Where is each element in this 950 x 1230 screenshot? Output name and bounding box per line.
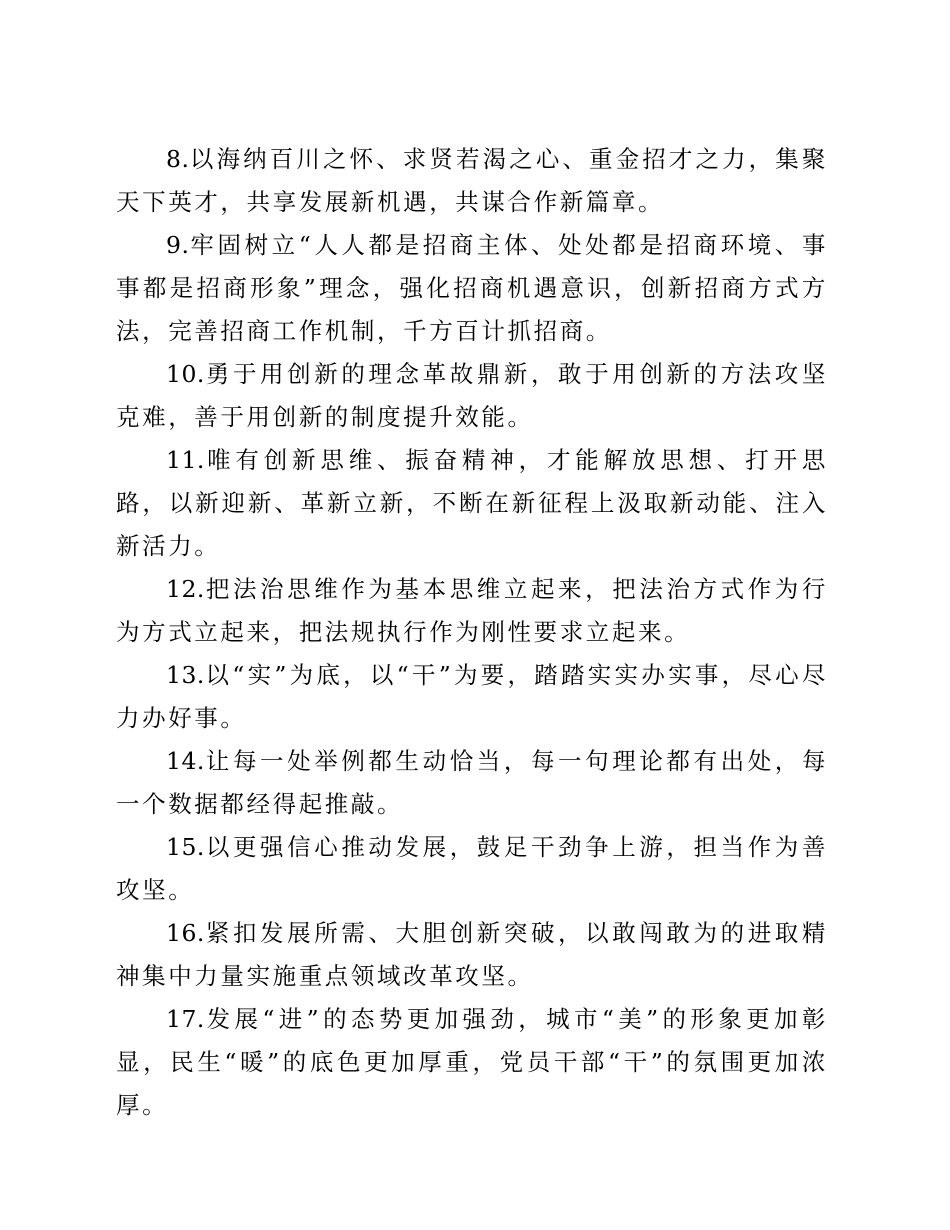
paragraph-13 [116, 654, 828, 740]
paragraph-10 [116, 353, 828, 439]
paragraph-text: 唯有创新思维、振奋精神，才能解放思想、打开思路，以新迎新、革新立新，不断在新征程上汲取新动能、注入新活力。 [116, 446, 828, 560]
paragraph-8 [116, 138, 828, 224]
paragraph-15 [116, 826, 828, 912]
paragraph-text: 把法治思维作为基本思维立起来，把法治方式作为行为方式立起来，把法规执行作为刚性要求立起来。 [116, 575, 828, 646]
document-body [116, 138, 828, 1127]
paragraph-number: 12. [166, 575, 205, 603]
paragraph-12 [116, 568, 828, 654]
paragraph-text: 勇于用创新的理念革故鼎新，敢于用创新的方法攻坚克难，善于用创新的制度提升效能。 [116, 360, 828, 431]
paragraph-number: 13. [166, 661, 205, 689]
paragraph-number: 15. [166, 833, 205, 861]
paragraph-number: 10. [166, 360, 205, 388]
paragraph-number: 14. [166, 747, 205, 775]
paragraph-text: 以海纳百川之怀、求贤若渴之心、重金招才之力，集聚天下英才，共享发展新机遇，共谋合作新篇章。 [116, 145, 828, 216]
paragraph-16 [116, 912, 828, 998]
paragraph-text: 让每一处举例都生动恰当，每一句理论都有出处，每一个数据都经得起推敲。 [116, 747, 828, 818]
paragraph-number: 8. [166, 145, 190, 173]
paragraph-number: 16. [166, 919, 205, 947]
paragraph-text: 发展“进”的态势更加强劲，城市“美”的形象更加彰显，民生“暖”的底色更加厚重，党员干部“干”的氛围更加浓厚。 [116, 1005, 828, 1119]
paragraph-text: 以“实”为底，以“干”为要，踏踏实实办实事，尽心尽力办好事。 [116, 661, 828, 732]
paragraph-11 [116, 439, 828, 568]
paragraph-number: 9. [166, 231, 190, 259]
paragraph-14 [116, 740, 828, 826]
paragraph-number: 11. [166, 446, 205, 474]
paragraph-text: 以更强信心推动发展，鼓足干劲争上游，担当作为善攻坚。 [116, 833, 828, 904]
paragraph-17 [116, 998, 828, 1127]
paragraph-9 [116, 224, 828, 353]
paragraph-text: 牢固树立“人人都是招商主体、处处都是招商环境、事事都是招商形象”理念，强化招商机遇意识，创新招商方式方法，完善招商工作机制，千方百计抓招商。 [116, 231, 828, 345]
paragraph-text: 紧扣发展所需、大胆创新突破，以敢闯敢为的进取精神集中力量实施重点领域改革攻坚。 [116, 919, 828, 990]
paragraph-number: 17. [166, 1005, 205, 1033]
